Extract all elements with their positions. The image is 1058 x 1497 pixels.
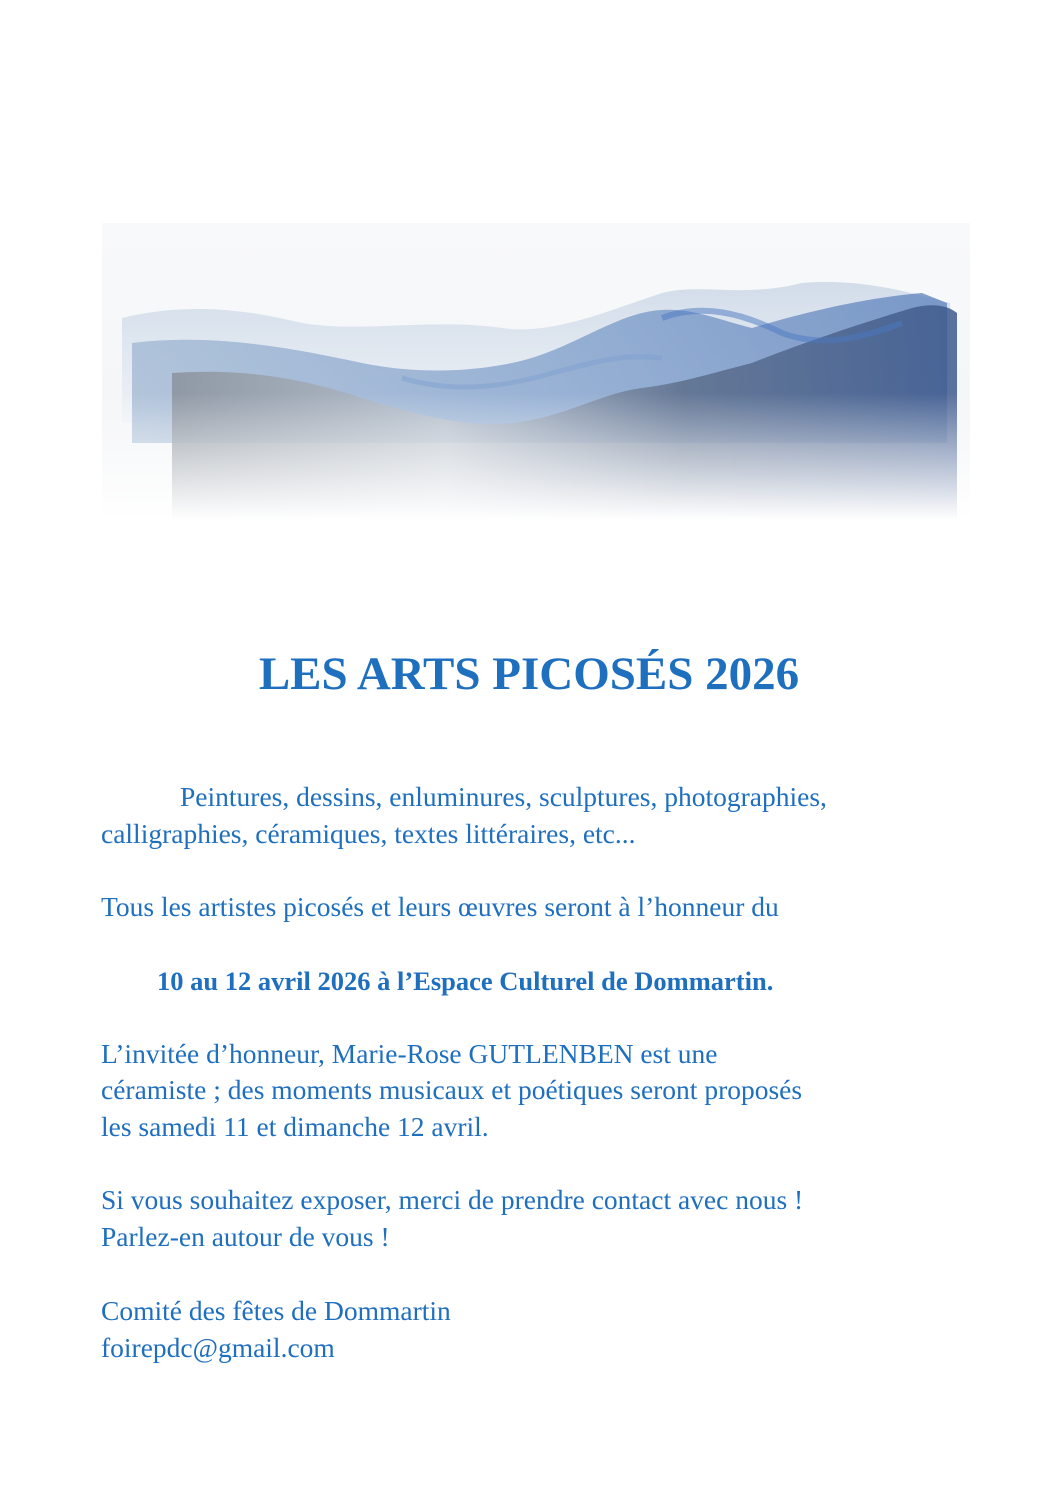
guest-line-2: céramiste ; des moments musicaux et poétiques seront proposés [101, 1074, 803, 1105]
watercolor-mountain-banner [102, 223, 970, 520]
honor-line: Tous les artistes picosés et leurs œuvres seront à l’honneur du [101, 891, 779, 922]
organizer-name: Comité des fêtes de Dommartin [101, 1295, 451, 1326]
intro-line-1: Peintures, dessins, enluminures, sculptures, photographies, [180, 781, 827, 812]
contact-email[interactable]: foirepdc@gmail.com [101, 1332, 335, 1363]
contact-line-1: Si vous souhaitez exposer, merci de prendre contact avec nous ! [101, 1184, 804, 1215]
poster-title: LES ARTS PICOSÉS 2026 [258, 648, 800, 700]
intro-line-2: calligraphies, céramiques, textes littéraires, etc... [101, 818, 636, 849]
guest-line-1: L’invitée d’honneur, Marie-Rose GUTLENBEN est une [101, 1038, 718, 1069]
mountain-illustration [102, 223, 970, 520]
guest-line-3: les samedi 11 et dimanche 12 avril. [101, 1111, 489, 1142]
contact-line-2: Parlez-en autour de vous ! [101, 1221, 390, 1252]
event-dates-line: 10 au 12 avril 2026 à l’Espace Culturel de Dommartin. [157, 966, 774, 996]
